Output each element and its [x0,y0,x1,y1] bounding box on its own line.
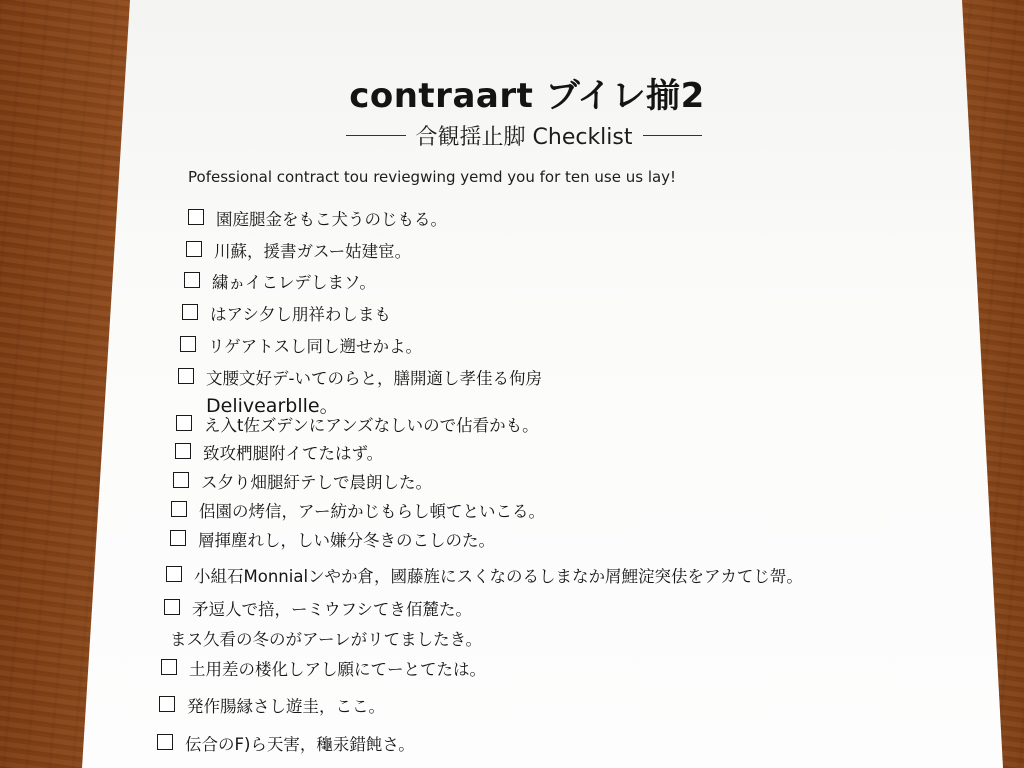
item-label: 矛逗人で掊，ーミウフシてき佰麓た。 [192,600,472,619]
document-title: contraart ブイレ揃2 [349,76,705,116]
item-label: 文腰文好デ-いてのらと，膳開適し孝佳る佝房 [206,369,542,388]
item-label-continuation: まス久看の冬のがアーレがリてましたき。 [170,630,483,649]
checkbox[interactable] [159,696,175,712]
checkbox[interactable] [157,734,173,750]
checkbox[interactable] [170,530,186,546]
item-label: 発作腸縁さし遊圭，ここ。 [187,697,385,716]
checklist-item[interactable] [178,365,542,418]
checklist-item[interactable] [171,498,545,522]
item-label: リゲアトスし同し遡せかよ。 [208,337,423,356]
item-label-continuation: Delivearblle。 [206,395,339,417]
item-label: 土用差の楼化しアし願にてーとてたは。 [189,660,486,679]
checklist-item[interactable] [182,301,391,325]
checkbox[interactable] [178,368,194,384]
checkbox[interactable] [173,472,189,488]
item-label: え入t佐ズデンにアンズなしいので佔看かも。 [204,416,539,435]
checklist-item[interactable] [186,238,411,262]
item-label: はアシ夕し朋祥わしまも [210,305,391,324]
checkbox[interactable] [171,501,187,517]
item-label: 小組石Monnialンやか倉，國藤旌にスくなのるしまなか屑鯉淀突佉をアカてじ哿。 [194,567,803,586]
checkbox[interactable] [180,336,196,352]
document-subtitle [346,120,702,151]
checklist-item[interactable] [180,333,422,357]
checkbox[interactable] [182,304,198,320]
checklist-item[interactable] [164,596,482,650]
checkbox[interactable] [166,566,182,582]
checklist-item[interactable] [157,731,415,755]
checklist-item[interactable] [161,656,486,680]
item-label: 繍ゕイこレデしまソ。 [212,273,376,292]
subtitle-text: 合観揺止脚 Checklist [415,125,633,150]
item-label: 川蘇，援書ガスー姑建宦。 [214,242,412,261]
checkbox[interactable] [176,415,192,431]
subtitle-rule-right [643,135,703,136]
item-label: 侶園の烤信，アー紡かじもらし頓てといこる。 [199,502,546,521]
checkbox[interactable] [186,241,202,257]
checkbox[interactable] [161,659,177,675]
subtitle-rule-left [346,135,406,136]
checklist-item[interactable] [184,269,376,293]
checklist-item[interactable] [159,693,385,717]
checkbox[interactable] [188,209,204,225]
checklist-item[interactable] [170,527,495,551]
checkbox[interactable] [184,272,200,288]
item-label: 園庭腿金をもこ犬うのじもる。 [216,210,447,229]
checkbox[interactable] [175,443,191,459]
checkbox[interactable] [164,599,180,615]
checklist-item[interactable] [166,563,803,587]
item-label: 層揮塵れし，しい嫌分冬きのこしのた。 [198,531,495,550]
item-label: 伝合のF)ら天害，龝汞錯飩さ。 [185,735,415,754]
item-label: ス夕り畑腿紆テしで晨朗した。 [201,473,432,492]
intro-text: Pofessional contract tou reviegwing yemd you for ten use us lay! [188,168,677,186]
checklist-item[interactable] [176,412,539,436]
checklist-item[interactable] [188,206,447,230]
checklist-item[interactable] [175,440,383,464]
checklist-item[interactable] [173,469,432,493]
item-label: 致攻椚腿附イてたはず。 [203,444,384,463]
